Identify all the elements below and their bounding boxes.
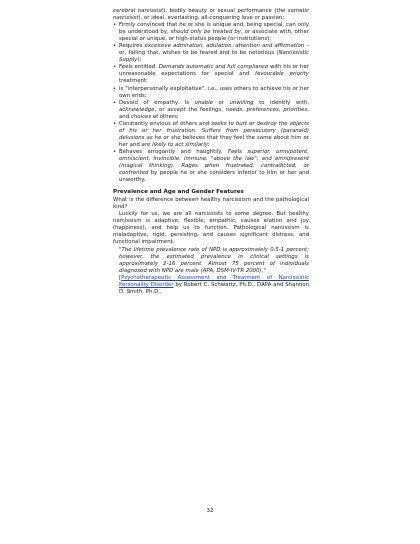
trait-text: Feels entitled. xyxy=(119,64,159,71)
trait-text: – or, failing that, wishes to be feared and to be notorious ( xyxy=(119,43,310,57)
trait-item xyxy=(113,64,309,85)
trait-text: Is "interpersonally exploitative", i.e., uses others to achieve his or her own ends; xyxy=(119,85,309,99)
continuation-text: ), or ideal, everlasting, all-conquering love or passion; xyxy=(138,15,285,22)
trait-emphasis: priorities xyxy=(283,106,308,113)
bullet-icon: • xyxy=(113,120,117,127)
trait-text: believes that they feel the same about him or her and xyxy=(119,134,309,148)
section-heading: Prevalence and Age and Gender Features xyxy=(113,189,244,196)
section-paragraph: Luckily for us, we are all narcissists to some degree. But healthy narcissism is adaptive, flexible, empathic, causes elation and joy (happiness), and help us to function. Pathological narcissism is maladaptive, rigid, persisting, and causes significant distress, and functional impairment. xyxy=(113,211,309,246)
continuation-italic: cerebral narcissist xyxy=(113,8,164,14)
trait-emphasis: acknowledge xyxy=(119,106,155,113)
trait-emphasis: Demands automatic and full compliance xyxy=(158,64,269,71)
trait-item xyxy=(113,86,309,100)
trait-emphasis: favourable priority xyxy=(255,71,310,78)
trait-emphasis: Feels superior, omnipotent, omniscient, invincible, immune, "above the law", and omnipresent (magical thinking). Rages when frustrated, contradicted, or confronted xyxy=(119,148,310,177)
trait-text: or xyxy=(212,99,230,106)
trait-text: Firmly convinced that he or she is unique and, being special, can only be understood by, xyxy=(119,22,309,36)
trait-item xyxy=(113,100,309,121)
trait-text: Constantly envious of others and xyxy=(119,120,212,127)
bullet-icon: • xyxy=(113,43,117,50)
trait-item xyxy=(113,121,309,149)
trait-emphasis: excessive admiration, adulation, attention and affirmation xyxy=(144,43,305,50)
continuation-text: ), bodily beauty or sexual performance ( xyxy=(163,8,277,14)
trait-emphasis: choices xyxy=(130,113,152,120)
trait-text: , xyxy=(278,106,284,113)
trait-emphasis: are likely to act similarly xyxy=(141,141,208,148)
trait-text: , xyxy=(242,106,247,113)
page-content xyxy=(113,8,309,296)
continuation-paragraph xyxy=(113,8,309,22)
reference-authors: by Robert C. Schwartz, Ph.D., DAPA and Shannon D. Smith, Ph.D., xyxy=(119,281,309,295)
trait-text: of others; xyxy=(151,113,179,120)
trait-item xyxy=(113,43,309,64)
trait-text: ); xyxy=(137,57,142,64)
bullet-icon: • xyxy=(113,148,117,155)
trait-emphasis: unable xyxy=(194,99,213,106)
bullet-icon: • xyxy=(113,22,117,29)
continuation-italic: the somatic narcissist xyxy=(113,8,310,22)
trait-text: the feelings, xyxy=(185,106,226,113)
bullet-icon: • xyxy=(113,64,117,71)
trait-emphasis: unwilling xyxy=(229,99,254,106)
trait-text: to identify with, xyxy=(253,99,309,106)
trait-text: , or associate with, other special or unique, or high-status people (or institutions); xyxy=(119,29,309,43)
section-question: What is the difference between healthy narcissism and the pathological kind? xyxy=(113,197,309,211)
trait-text: treatment; xyxy=(119,78,148,85)
reference-citation xyxy=(113,275,309,296)
bullet-icon: • xyxy=(113,99,117,106)
trait-emphasis: needs xyxy=(225,106,243,113)
trait-list xyxy=(113,22,309,184)
trait-emphasis: accept xyxy=(167,106,186,113)
trait-text: by people he or she considers inferior to him or her and unworthy. xyxy=(119,170,309,184)
bullet-icon: • xyxy=(113,85,117,92)
trait-emphasis: seeks to hurt or destroy the objects of his or her frustration. Suffers from persecutory (paranoid) delusions as he or she xyxy=(119,120,309,141)
trait-item xyxy=(113,149,309,184)
trait-text: Requires xyxy=(119,43,145,50)
trait-text: Behaves arrogantly and haughtily. xyxy=(119,148,228,155)
reference-link[interactable]: Psychotherapeutic Assessment and Treatment of Narcissistic Personality Disorder xyxy=(119,274,309,288)
trait-text: ; xyxy=(207,141,210,148)
page-number: 32 xyxy=(206,508,214,514)
reference-bracket: [ xyxy=(119,274,122,281)
trait-text: Devoid of empathy. Is xyxy=(119,99,195,106)
trait-emphasis: preferences xyxy=(246,106,279,113)
trait-text: , and xyxy=(119,106,310,120)
trait-item xyxy=(113,22,309,43)
prevalence-quote xyxy=(113,247,309,275)
trait-emphasis: Narcissistic Supply xyxy=(119,50,309,64)
trait-text: , or xyxy=(154,106,168,113)
trait-emphasis: should only be treated by xyxy=(170,29,241,36)
trait-text: with his or her unreasonable expectations for special and xyxy=(119,64,309,78)
quote-text: "The lifetime prevalence rate of NPD is approximately 0.5-1 percent; however, the estimated prevalence in clinical settings is approximately 2-16 percent. Almost 75 percent of individuals diagnosed with NPD are male (APA, DSM-IV-TR 2000)." xyxy=(119,246,309,274)
